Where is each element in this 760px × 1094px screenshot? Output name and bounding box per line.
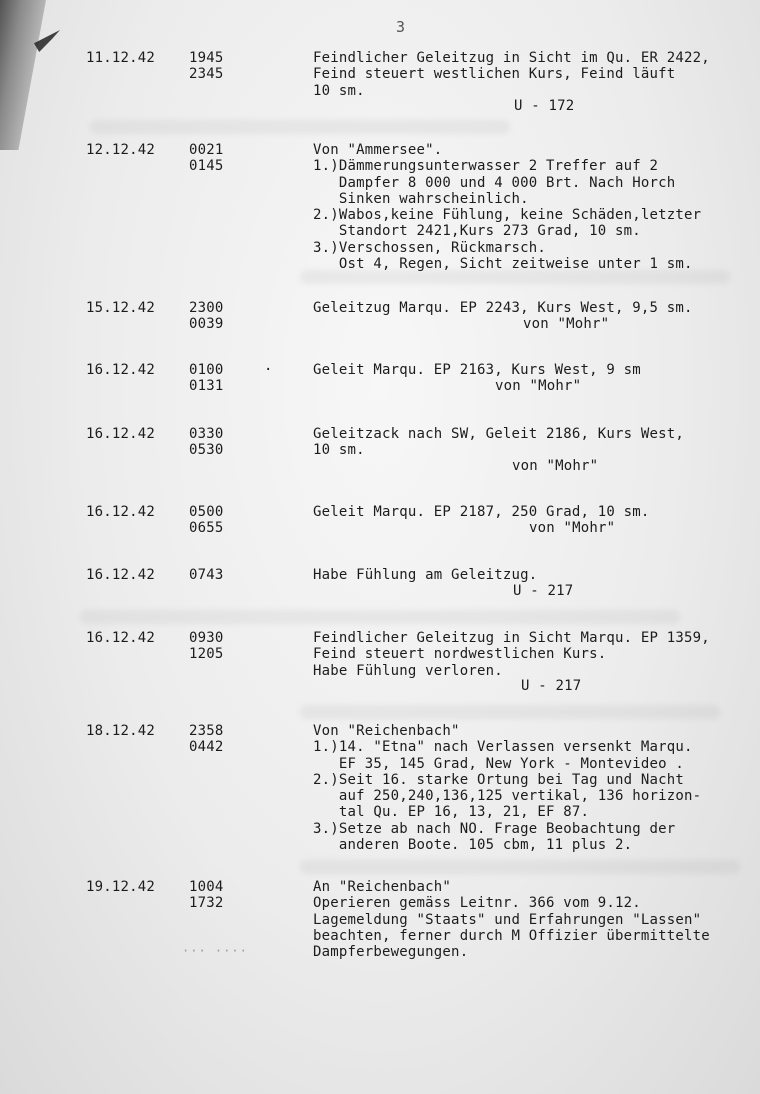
entry-line: Ost 4, Regen, Sicht zeitweise unter 1 sm. — [313, 256, 693, 273]
entry-date: 15.12.42 — [86, 300, 156, 316]
entry-date: 19.12.42 — [86, 879, 156, 895]
entry-time: 2300 — [189, 300, 224, 316]
entry-time: 0655 — [189, 520, 224, 537]
entry-line: Operieren gemäss Leitnr. 366 vom 9.12. — [313, 895, 641, 912]
entry-time: 1945 — [189, 50, 224, 66]
entry-date: 18.12.42 — [86, 723, 156, 739]
entry-times — [189, 723, 249, 756]
entry-signature: U - 217 — [521, 678, 582, 694]
entry-times — [189, 504, 249, 537]
ink-bleed — [90, 120, 510, 134]
entry-line: 3.)Setze ab nach NO. Frage Beobachtung der — [313, 820, 676, 837]
entry-date: 11.12.42 — [86, 50, 156, 66]
entry-line: 1.)Dämmerungsunterwasser 2 Treffer auf 2 — [313, 158, 659, 175]
entry-time: 1732 — [189, 895, 224, 912]
entry-date: 16.12.42 — [86, 362, 156, 378]
entry-time: 1205 — [189, 646, 224, 663]
entry-time: 1004 — [189, 879, 224, 895]
entry-line: Sinken wahrscheinlich. — [313, 190, 529, 207]
entry-times — [189, 362, 249, 395]
entry-line: Dampferbewegungen. — [313, 944, 469, 961]
entry-text — [313, 630, 758, 679]
entry-line: Lagemeldung "Staats" und Erfahrungen "Lassen" — [313, 911, 702, 928]
entry-times — [189, 142, 249, 175]
faded-smudge: ··· ···· — [182, 944, 248, 958]
entry-signature: U - 172 — [514, 98, 575, 114]
entry-date: 16.12.42 — [86, 426, 156, 442]
entry-times — [189, 50, 249, 83]
entry-time: 0021 — [189, 142, 224, 158]
entry-time: 0145 — [189, 158, 224, 175]
scan-edge-shadow — [0, 0, 46, 150]
ink-bleed — [300, 860, 740, 874]
entry-signature: von "Mohr" — [523, 316, 610, 332]
entry-line: Feind steuert westlichen Kurs, Feind läuft — [313, 66, 676, 83]
entry-line: Feindlicher Geleitzug in Sicht Marqu. EP 1359, — [313, 630, 710, 646]
entry-line: 1.)14. "Etna" nach Verlassen versenkt Marqu. — [313, 739, 693, 756]
entry-time: 0330 — [189, 426, 224, 442]
page-number: 3 — [396, 18, 406, 36]
entry-text — [313, 426, 758, 459]
entry-text — [313, 300, 758, 316]
entry-signature: von "Mohr" — [512, 458, 599, 474]
entry-line: Feind steuert nordwestlichen Kurs. — [313, 646, 607, 663]
entry-line: Dampfer 8 000 und 4 000 Brt. Nach Horch — [313, 174, 676, 191]
entry-line: 3.)Verschossen, Rückmarsch. — [313, 239, 546, 256]
entry-time: 0930 — [189, 630, 224, 646]
entry-times — [189, 426, 249, 459]
entry-text — [313, 567, 758, 583]
entry-line: Geleitzack nach SW, Geleit 2186, Kurs West, — [313, 426, 685, 442]
ink-bleed — [80, 610, 680, 624]
entry-text — [313, 723, 758, 853]
entry-time: 0442 — [189, 739, 224, 756]
entry-times — [189, 630, 249, 663]
entry-line: Standort 2421,Kurs 273 Grad, 10 sm. — [313, 223, 641, 240]
entry-text — [313, 142, 758, 272]
entry-signature: U - 217 — [513, 583, 574, 599]
entry-line: Von "Reichenbach" — [313, 723, 460, 739]
stray-mark: · — [264, 362, 273, 378]
entry-text — [313, 504, 758, 520]
entry-line: tal Qu. EP 16, 13, 21, EF 87. — [313, 804, 590, 821]
entry-line: 10 sm. — [313, 82, 365, 99]
entry-line: Habe Fühlung am Geleitzug. — [313, 567, 538, 583]
entry-time: 0100 — [189, 362, 224, 378]
entry-line: Habe Fühlung verloren. — [313, 662, 503, 679]
entry-text — [313, 362, 758, 378]
entry-time: 0131 — [189, 378, 224, 395]
entry-line: Geleit Marqu. EP 2163, Kurs West, 9 sm — [313, 362, 641, 378]
entry-line: Geleitzug Marqu. EP 2243, Kurs West, 9,5 sm. — [313, 300, 693, 316]
entry-line: Feindlicher Geleitzug in Sicht im Qu. ER 2422, — [313, 50, 710, 66]
entry-time: 0743 — [189, 567, 224, 583]
entry-date: 16.12.42 — [86, 630, 156, 646]
entry-signature: von "Mohr" — [529, 520, 616, 536]
entry-line: auf 250,240,136,125 vertikal, 136 horizon- — [313, 788, 702, 805]
entry-line: An "Reichenbach" — [313, 879, 452, 895]
entry-text — [313, 50, 758, 99]
entry-line: Von "Ammersee". — [313, 142, 443, 158]
entry-date: 16.12.42 — [86, 504, 156, 520]
entry-signature: von "Mohr" — [495, 378, 582, 394]
ink-bleed — [300, 705, 720, 719]
entry-date: 12.12.42 — [86, 142, 156, 158]
entry-times — [189, 879, 249, 912]
entry-times — [189, 567, 249, 583]
entry-date: 16.12.42 — [86, 567, 156, 583]
entry-time: 0039 — [189, 316, 224, 333]
entry-time: 0500 — [189, 504, 224, 520]
entry-line: 2.)Wabos,keine Fühlung, keine Schäden,letzter — [313, 207, 702, 224]
entry-line: Geleit Marqu. EP 2187, 250 Grad, 10 sm. — [313, 504, 650, 520]
entry-line: beachten, ferner durch M Offizier übermittelte — [313, 927, 710, 944]
entry-line: 2.)Seit 16. starke Ortung bei Tag und Nacht — [313, 771, 685, 788]
entry-line: 10 sm. — [313, 442, 365, 459]
entry-time: 2345 — [189, 66, 224, 83]
entry-line: anderen Boote. 105 cbm, 11 plus 2. — [313, 837, 633, 854]
entry-time: 0530 — [189, 442, 224, 459]
entry-text — [313, 879, 758, 960]
entry-times — [189, 300, 249, 333]
entry-time: 2358 — [189, 723, 224, 739]
entry-line: EF 35, 145 Grad, New York - Montevideo . — [313, 755, 685, 772]
